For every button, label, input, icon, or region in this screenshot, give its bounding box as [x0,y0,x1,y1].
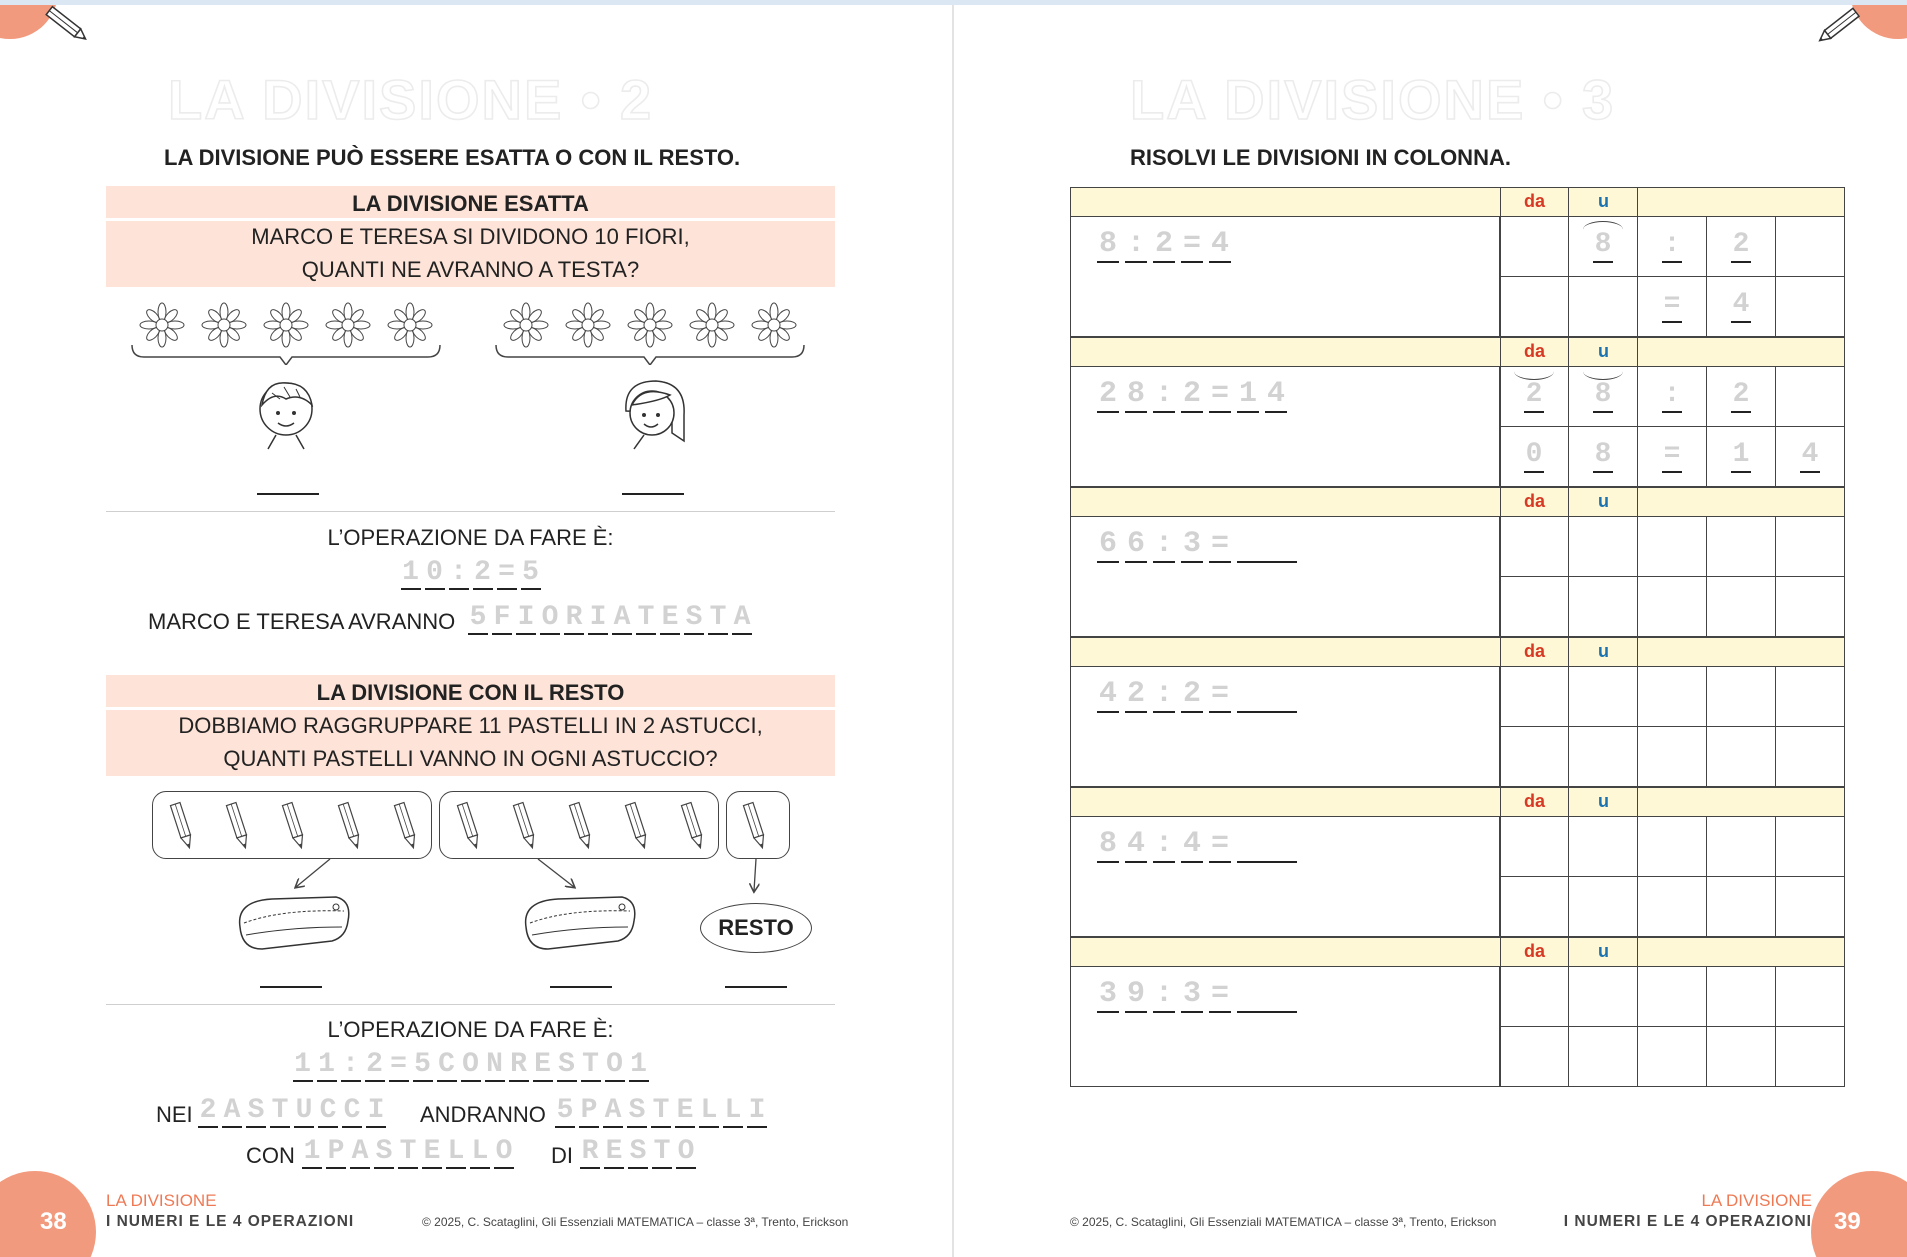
division-header [1070,187,1845,217]
grid-cell[interactable] [1707,517,1776,577]
equation-char: : [1126,227,1145,261]
grid-cell[interactable] [1638,1027,1707,1087]
equation-char: 2 [1126,677,1145,711]
equation[interactable] [1094,227,1234,263]
division-header [1070,937,1845,967]
grid-cell[interactable] [1569,577,1638,637]
equation[interactable] [1094,977,1300,1013]
grid-digit [1644,439,1700,473]
equation-char: 4 [1182,827,1201,861]
column-u-label: u [1598,641,1609,661]
answer-char: I [748,1095,766,1126]
equation-char: = [1210,377,1229,411]
grid-cell[interactable] [1569,967,1638,1027]
footer-copyright: © 2025, C. Scataglini, Gli Essenziali MATEMATICA – classe 3ª, Trento, Erickson [422,1215,849,1229]
column-u-label: u [1598,941,1609,961]
answer-char: O [677,1136,695,1167]
answer-blank-case-1[interactable] [260,986,322,988]
answer-char: L [447,1136,465,1167]
division-header [1070,787,1845,817]
answer-char: R [565,602,583,633]
grid-digit-char: 2 [1731,379,1751,413]
answer-char: S [375,1136,393,1167]
grid-cell[interactable] [1707,577,1776,637]
grid-cell[interactable] [1569,517,1638,577]
answer-char: A [604,1095,622,1126]
grid-digit [1575,379,1631,413]
remainder-operation-label: L’OPERAZIONE DA FARE È: [327,1017,614,1042]
answer-char: R [510,1049,527,1080]
column-da-label: da [1523,941,1545,961]
answer-char: F [493,602,511,633]
grid-cell[interactable] [1500,727,1569,787]
equation-char: 8 [1126,377,1145,411]
answer-char: T [637,602,655,633]
di-label: DI [551,1143,573,1168]
grid-digit-char: 2 [1524,379,1544,413]
division-arc [1583,363,1623,380]
grid-cell[interactable] [1776,277,1845,337]
answer-blank-case-2[interactable] [550,986,612,988]
equation-char: 2 [1182,377,1201,411]
equation[interactable] [1094,827,1300,863]
column-da-label: da [1523,191,1545,211]
equation[interactable] [1094,527,1300,563]
remainder-operation-answer[interactable] [106,1049,835,1082]
result-blank[interactable] [1237,977,1297,1013]
answer-char: = [498,557,515,588]
grid-digit [1713,229,1769,263]
page-big-title: LA DIVISIONE • 3 [1130,68,1616,131]
answer-char: I [517,602,535,633]
answer-char: T [271,1095,289,1126]
equation-char: = [1210,827,1229,861]
answer-char: A [733,602,751,633]
answer-char: : [342,1049,359,1080]
grid-digit [1506,379,1562,413]
answer-char: L [724,1095,742,1126]
di-answer[interactable] [578,1136,698,1169]
grid-cell[interactable] [1500,577,1569,637]
answer-char: 1 [303,1136,321,1167]
answer-char: C [438,1049,455,1080]
grid-digit [1644,289,1700,323]
equation-char: : [1154,677,1173,711]
equation[interactable] [1094,377,1290,413]
equation-char: 3 [1098,977,1117,1011]
answer-char: A [613,602,631,633]
grid-digit [1713,289,1769,323]
con-answer[interactable] [300,1136,516,1169]
footer-subtitle: I NUMERI E LE 4 OPERAZIONI [106,1213,355,1230]
exact-title: LA DIVISIONE ESATTA [352,191,589,216]
remainder-title: LA DIVISIONE CON IL RESTO [316,680,625,705]
grid-digit-char: 8 [1593,439,1613,473]
grid-cell[interactable] [1569,817,1638,877]
answer-char: L [700,1095,718,1126]
page-big-title: LA DIVISIONE • 2 [168,68,654,131]
remainder-line-1: DOBBIAMO RAGGRUPPARE 11 PASTELLI IN 2 ASTUCCI, [178,713,763,738]
answer-char: O [462,1049,479,1080]
grid-digit-char: 4 [1800,439,1820,473]
page-number: 39 [1834,1208,1861,1235]
grid-cell[interactable] [1569,277,1638,337]
division-header [1070,487,1845,517]
equation-char: : [1154,977,1173,1011]
footer-chapter: LA DIVISIONE [106,1191,217,1210]
separator [106,1004,835,1005]
column-u-label: u [1598,791,1609,811]
answer-char: O [495,1136,513,1167]
grid-cell[interactable] [1500,517,1569,577]
answer-char: 2 [474,557,491,588]
grid-cell[interactable] [1776,1027,1845,1087]
equation-char: 4 [1098,677,1117,711]
grid-digit-char: 8 [1593,379,1613,413]
page-instruction: LA DIVISIONE PUÒ ESSERE ESATTA O CON IL RESTO. [164,145,741,170]
answer-char: T [582,1049,599,1080]
grid-cell[interactable] [1500,877,1569,937]
answer-char: E [661,602,679,633]
separator [106,511,835,512]
equation-char: 3 [1182,527,1201,561]
answer-char: : [450,557,467,588]
grid-digit-char: : [1662,229,1682,263]
column-u-label: u [1598,491,1609,511]
nei-answer[interactable] [196,1095,388,1128]
grid-digit [1782,439,1838,473]
remainder-line-2: QUANTI PASTELLI VANNO IN OGNI ASTUCCIO? [223,746,718,771]
footer-chapter: LA DIVISIONE [1701,1191,1812,1210]
answer-char: C [343,1095,361,1126]
answer-char: 1 [630,1049,647,1080]
division-header [1070,637,1845,667]
pencil-icon [1812,5,1864,47]
grid-digit-char: = [1662,289,1682,323]
grid-cell[interactable] [1638,967,1707,1027]
exact-result-prefix: MARCO E TERESA AVRANNO [148,609,456,634]
answer-char: S [558,1049,575,1080]
equation-char: 1 [1238,377,1257,411]
equation-char: 2 [1182,677,1201,711]
grid-cell[interactable] [1569,1027,1638,1087]
division-arc [1514,363,1554,380]
grid-digit [1713,439,1769,473]
grid-cell[interactable] [1500,277,1569,337]
answer-char: I [367,1095,385,1126]
grid-cell[interactable] [1776,217,1845,277]
answer-char: P [327,1136,345,1167]
pencil-case-icon [518,893,638,955]
grid-digit [1644,229,1700,263]
grid-digit-char: 0 [1524,439,1544,473]
grid-cell[interactable] [1707,817,1776,877]
grid-cell[interactable] [1776,667,1845,727]
equation[interactable] [1094,677,1300,713]
grid-digit-char: 4 [1731,289,1751,323]
equation-char: = [1210,977,1229,1011]
answer-char: E [676,1095,694,1126]
page-instruction: RISOLVI LE DIVISIONI IN COLONNA. [1130,145,1511,170]
grid-digit [1506,439,1562,473]
equation-char: : [1154,377,1173,411]
answer-char: 5 [414,1049,431,1080]
answer-char: 0 [426,557,443,588]
grid-cell[interactable] [1500,817,1569,877]
footer-copyright: © 2025, C. Scataglini, Gli Essenziali MATEMATICA – classe 3ª, Trento, Erickson [1070,1215,1497,1229]
girl-face-icon [620,377,690,453]
answer-char: T [653,1136,671,1167]
pencils-illustration [152,791,792,861]
column-da-label: da [1523,341,1545,361]
exact-line-1: MARCO E TERESA SI DIVIDONO 10 FIORI, [251,224,690,249]
equation-char: = [1182,227,1201,261]
equation-char: 8 [1098,227,1117,261]
grid-cell[interactable] [1638,517,1707,577]
boy-face-icon [254,377,318,453]
page-38 [0,5,952,1257]
grid-cell[interactable] [1776,817,1845,877]
grid-cell[interactable] [1638,577,1707,637]
grid-cell[interactable] [1569,667,1638,727]
answer-char: 5 [522,557,539,588]
answer-blank-teresa[interactable] [622,493,684,495]
con-label: CON [246,1143,295,1168]
grid-cell[interactable] [1638,667,1707,727]
nei-label: NEI [156,1102,193,1127]
answer-char: O [541,602,559,633]
grid-digit [1644,379,1700,413]
equation-char: 3 [1182,977,1201,1011]
grid-digit-char: : [1662,379,1682,413]
grid-cell[interactable] [1707,967,1776,1027]
grid-cell[interactable] [1569,727,1638,787]
result-blank[interactable] [1237,527,1297,563]
arrows [280,857,780,897]
answer-char: C [319,1095,337,1126]
page-number: 38 [40,1208,67,1235]
equation-char: 6 [1126,527,1145,561]
answer-char: E [605,1136,623,1167]
equation-char: 4 [1126,827,1145,861]
footer-subtitle: I NUMERI E LE 4 OPERAZIONI [1563,1213,1812,1230]
grid-cell[interactable] [1707,727,1776,787]
grid-digit-char: 1 [1731,439,1751,473]
flowers-illustration [128,295,828,365]
answer-char: R [581,1136,599,1167]
answer-char: 1 [402,557,419,588]
answer-char: A [223,1095,241,1126]
grid-cell[interactable] [1707,877,1776,937]
answer-char: A [351,1136,369,1167]
equation-char: 6 [1098,527,1117,561]
exact-line-2: QUANTI NE AVRANNO A TESTA? [301,257,640,282]
grid-cell[interactable] [1776,577,1845,637]
grid-digit-char: 2 [1731,229,1751,263]
answer-char: N [486,1049,503,1080]
grid-cell[interactable] [1638,817,1707,877]
grid-cell[interactable] [1776,967,1845,1027]
answer-char: S [628,1095,646,1126]
answer-blank-resto[interactable] [725,986,787,988]
answer-char: 1 [294,1049,311,1080]
page-39 [954,5,1907,1257]
grid-digit [1713,379,1769,413]
column-da-label: da [1523,791,1545,811]
answer-char: O [606,1049,623,1080]
answer-char: E [534,1049,551,1080]
equation-char: 2 [1154,227,1173,261]
answer-char: T [652,1095,670,1126]
column-da-label: da [1523,641,1545,661]
grid-cell[interactable] [1500,667,1569,727]
grid-digit-char: = [1662,439,1682,473]
result-blank[interactable] [1237,827,1297,863]
answer-char: S [685,602,703,633]
andranno-label: ANDRANNO [420,1102,546,1127]
exact-operation-answer[interactable] [106,557,835,590]
grid-cell[interactable] [1776,727,1845,787]
column-u-label: u [1598,191,1609,211]
grid-digit-char: 8 [1593,229,1613,263]
division-arc [1583,221,1623,238]
grid-digit [1575,439,1631,473]
answer-blank-marco[interactable] [257,493,319,495]
equation-char: 4 [1210,227,1229,261]
equation-char: : [1154,827,1173,861]
answer-char: S [247,1095,265,1126]
equation-char: = [1210,527,1229,561]
exact-result-answer[interactable] [466,602,754,635]
answer-char: I [589,602,607,633]
pencil-icon [40,5,92,47]
answer-char: T [709,602,727,633]
answer-char: 2 [199,1095,217,1126]
answer-char: U [295,1095,313,1126]
answer-char: 2 [366,1049,383,1080]
equation-char: 2 [1098,377,1117,411]
answer-char: S [629,1136,647,1167]
grid-cell[interactable] [1707,667,1776,727]
equation-char: 8 [1098,827,1117,861]
grid-cell[interactable] [1638,877,1707,937]
grid-cell[interactable] [1500,217,1569,277]
answer-char: 5 [469,602,487,633]
column-u-label: u [1598,341,1609,361]
grid-cell[interactable] [1500,1027,1569,1087]
division-header [1070,337,1845,367]
answer-char: = [390,1049,407,1080]
grid-cell[interactable] [1776,367,1845,427]
equation-char: = [1210,677,1229,711]
equation-char: 4 [1266,377,1285,411]
grid-cell[interactable] [1776,877,1845,937]
answer-char: 1 [318,1049,335,1080]
answer-char: L [471,1136,489,1167]
exact-operation-label: L’OPERAZIONE DA FARE È: [327,525,614,550]
andranno-answer[interactable] [553,1095,769,1128]
equation-char: 9 [1126,977,1145,1011]
resto-label: RESTO [700,903,812,953]
answer-char: T [399,1136,417,1167]
grid-cell[interactable] [1569,877,1638,937]
equation-char: : [1154,527,1173,561]
grid-cell[interactable] [1776,517,1845,577]
column-da-label: da [1523,491,1545,511]
grid-cell[interactable] [1500,967,1569,1027]
grid-cell[interactable] [1638,727,1707,787]
grid-cell[interactable] [1707,1027,1776,1087]
pencil-case-icon [232,893,352,955]
answer-char: 5 [556,1095,574,1126]
answer-char: P [580,1095,598,1126]
answer-char: E [423,1136,441,1167]
result-blank[interactable] [1237,677,1297,713]
